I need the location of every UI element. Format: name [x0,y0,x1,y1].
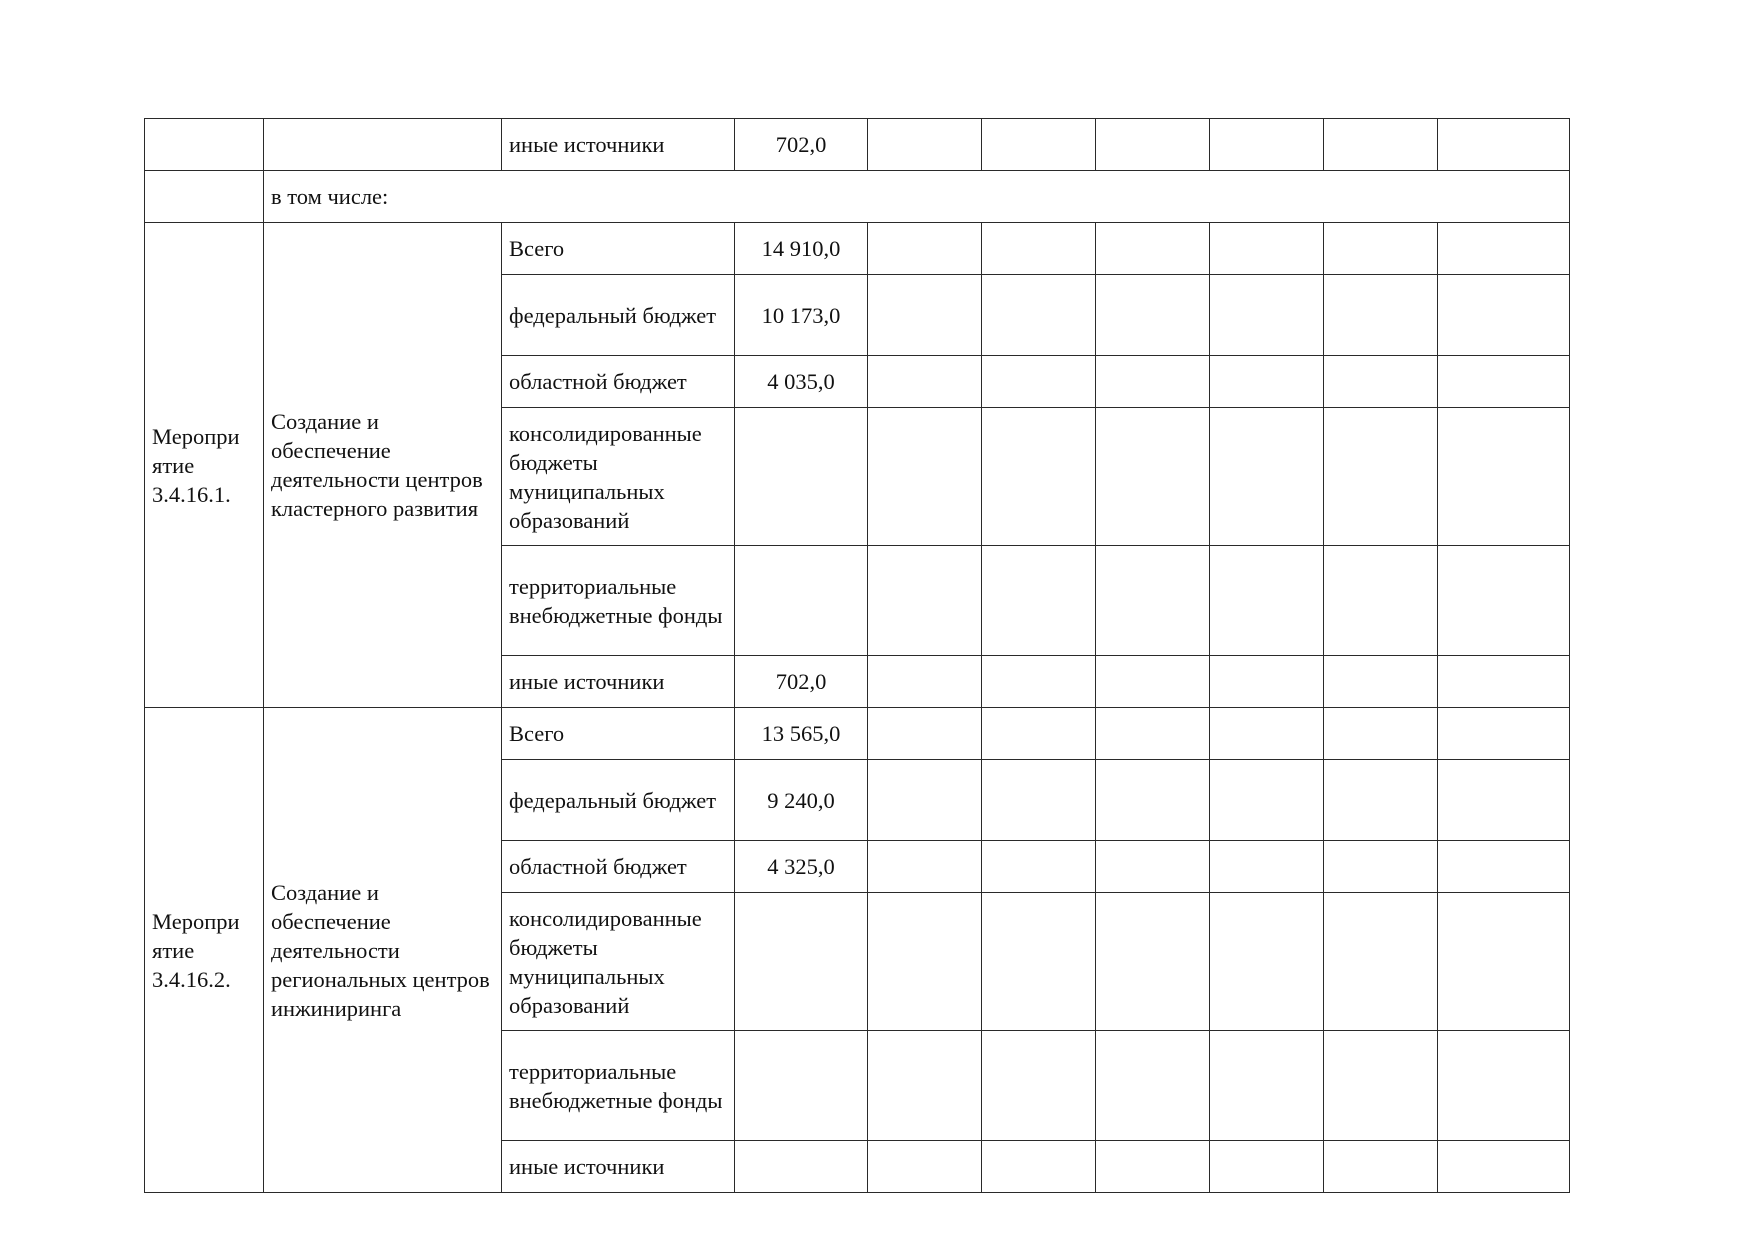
table-cell [1324,408,1438,546]
table-cell [1210,893,1324,1031]
table-cell [1438,893,1570,1031]
table-cell [1324,223,1438,275]
table-cell [982,893,1096,1031]
table-cell [1438,708,1570,760]
event-code-line: ятие [152,937,195,963]
table-cell [1210,1141,1324,1193]
table-cell [1096,275,1210,356]
table-cell [868,223,982,275]
table-cell [1324,656,1438,708]
table-cell [1210,223,1324,275]
table-cell [1210,656,1324,708]
table-cell [1096,356,1210,408]
total-value-cell [735,1141,868,1193]
subtotal-label-cell: в том числе: [264,171,1570,223]
total-value-cell [735,546,868,656]
table-row [145,223,1570,275]
event-code-cell [145,223,264,708]
table-cell [1438,656,1570,708]
event-name-cell: Создание и обеспечение деятельности центров кластерного развития [264,223,502,708]
funding-source-cell: Всего [502,708,735,760]
table-cell [982,119,1096,171]
table-cell [1324,546,1438,656]
table-cell [1210,546,1324,656]
event-code-line: 3.4.16.1. [152,481,231,507]
funding-source-cell: территориальные внебюджетные фонды [502,1031,735,1141]
table-cell [1096,1031,1210,1141]
table-cell [1096,119,1210,171]
table-cell [1324,1141,1438,1193]
table-cell [1210,275,1324,356]
table-cell [868,275,982,356]
table-cell [1210,760,1324,841]
total-value-cell: 13 565,0 [735,708,868,760]
table-cell [982,356,1096,408]
table-cell [868,408,982,546]
table-cell [1438,1141,1570,1193]
table-cell [1324,893,1438,1031]
table-cell [982,1141,1096,1193]
total-value-cell: 9 240,0 [735,760,868,841]
table-cell [1096,546,1210,656]
funding-source-cell: иные источники [502,656,735,708]
table-cell [1438,408,1570,546]
table-cell [1096,656,1210,708]
table-cell [982,841,1096,893]
table-cell [868,893,982,1031]
event-code-line: Меропри [152,908,240,934]
table-cell [868,708,982,760]
funding-source-cell: федеральный бюджет [502,275,735,356]
total-value-cell: 702,0 [735,656,868,708]
funding-source-cell: иные источники [502,1141,735,1193]
table-cell [1096,893,1210,1031]
funding-source-cell: Всего [502,223,735,275]
table-cell [982,656,1096,708]
table-cell [1324,275,1438,356]
event-name-cell: Создание и обеспечение деятельности региональных центров инжиниринга [264,708,502,1193]
table-cell [145,171,264,223]
table-cell [982,408,1096,546]
table-cell [1438,546,1570,656]
table-cell [1096,1141,1210,1193]
table-cell [1096,841,1210,893]
table-cell [1324,841,1438,893]
table-cell [868,356,982,408]
table-cell [1210,356,1324,408]
table-cell [982,223,1096,275]
table-cell [868,841,982,893]
table-cell [1210,708,1324,760]
table-cell [1438,119,1570,171]
event-code-line: 3.4.16.2. [152,966,231,992]
budget-table [144,118,1570,1193]
table-cell [1096,223,1210,275]
funding-source-cell: консолидированные бюджеты муниципальных образований [502,408,735,546]
table-cell [1324,119,1438,171]
funding-source-cell: иные источники [502,119,735,171]
table-cell [982,546,1096,656]
table-cell [1210,408,1324,546]
table-cell [264,119,502,171]
table-cell [1438,223,1570,275]
table-cell [868,760,982,841]
total-value-cell [735,408,868,546]
funding-source-cell: областной бюджет [502,356,735,408]
table-cell [1438,356,1570,408]
table-cell [1096,760,1210,841]
event-code-line: Меропри [152,423,240,449]
table-cell [1324,356,1438,408]
table-cell [868,546,982,656]
total-value-cell: 4 035,0 [735,356,868,408]
table-cell [1438,841,1570,893]
total-value-cell: 702,0 [735,119,868,171]
funding-source-cell: федеральный бюджет [502,760,735,841]
table-cell [1210,1031,1324,1141]
table-cell [1210,119,1324,171]
table-cell [982,1031,1096,1141]
table-cell [1438,760,1570,841]
table-cell [1096,408,1210,546]
funding-source-cell: территориальные внебюджетные фонды [502,546,735,656]
table-row [145,171,1570,223]
table-cell [982,708,1096,760]
total-value-cell: 14 910,0 [735,223,868,275]
total-value-cell [735,893,868,1031]
event-code-cell [145,708,264,1193]
table-cell [145,119,264,171]
table-row [145,708,1570,760]
table-cell [1324,760,1438,841]
total-value-cell: 10 173,0 [735,275,868,356]
table-cell [1096,708,1210,760]
table-cell [1324,1031,1438,1141]
table-cell [1438,275,1570,356]
funding-source-cell: консолидированные бюджеты муниципальных образований [502,893,735,1031]
table-cell [1438,1031,1570,1141]
event-code-line: ятие [152,452,195,478]
table-cell [868,119,982,171]
table-cell [982,275,1096,356]
funding-source-cell: областной бюджет [502,841,735,893]
total-value-cell: 4 325,0 [735,841,868,893]
table-cell [868,656,982,708]
table-cell [982,760,1096,841]
total-value-cell [735,1031,868,1141]
table-cell [1324,708,1438,760]
table-cell [868,1141,982,1193]
table-row [145,119,1570,171]
table-cell [1210,841,1324,893]
table-cell [868,1031,982,1141]
